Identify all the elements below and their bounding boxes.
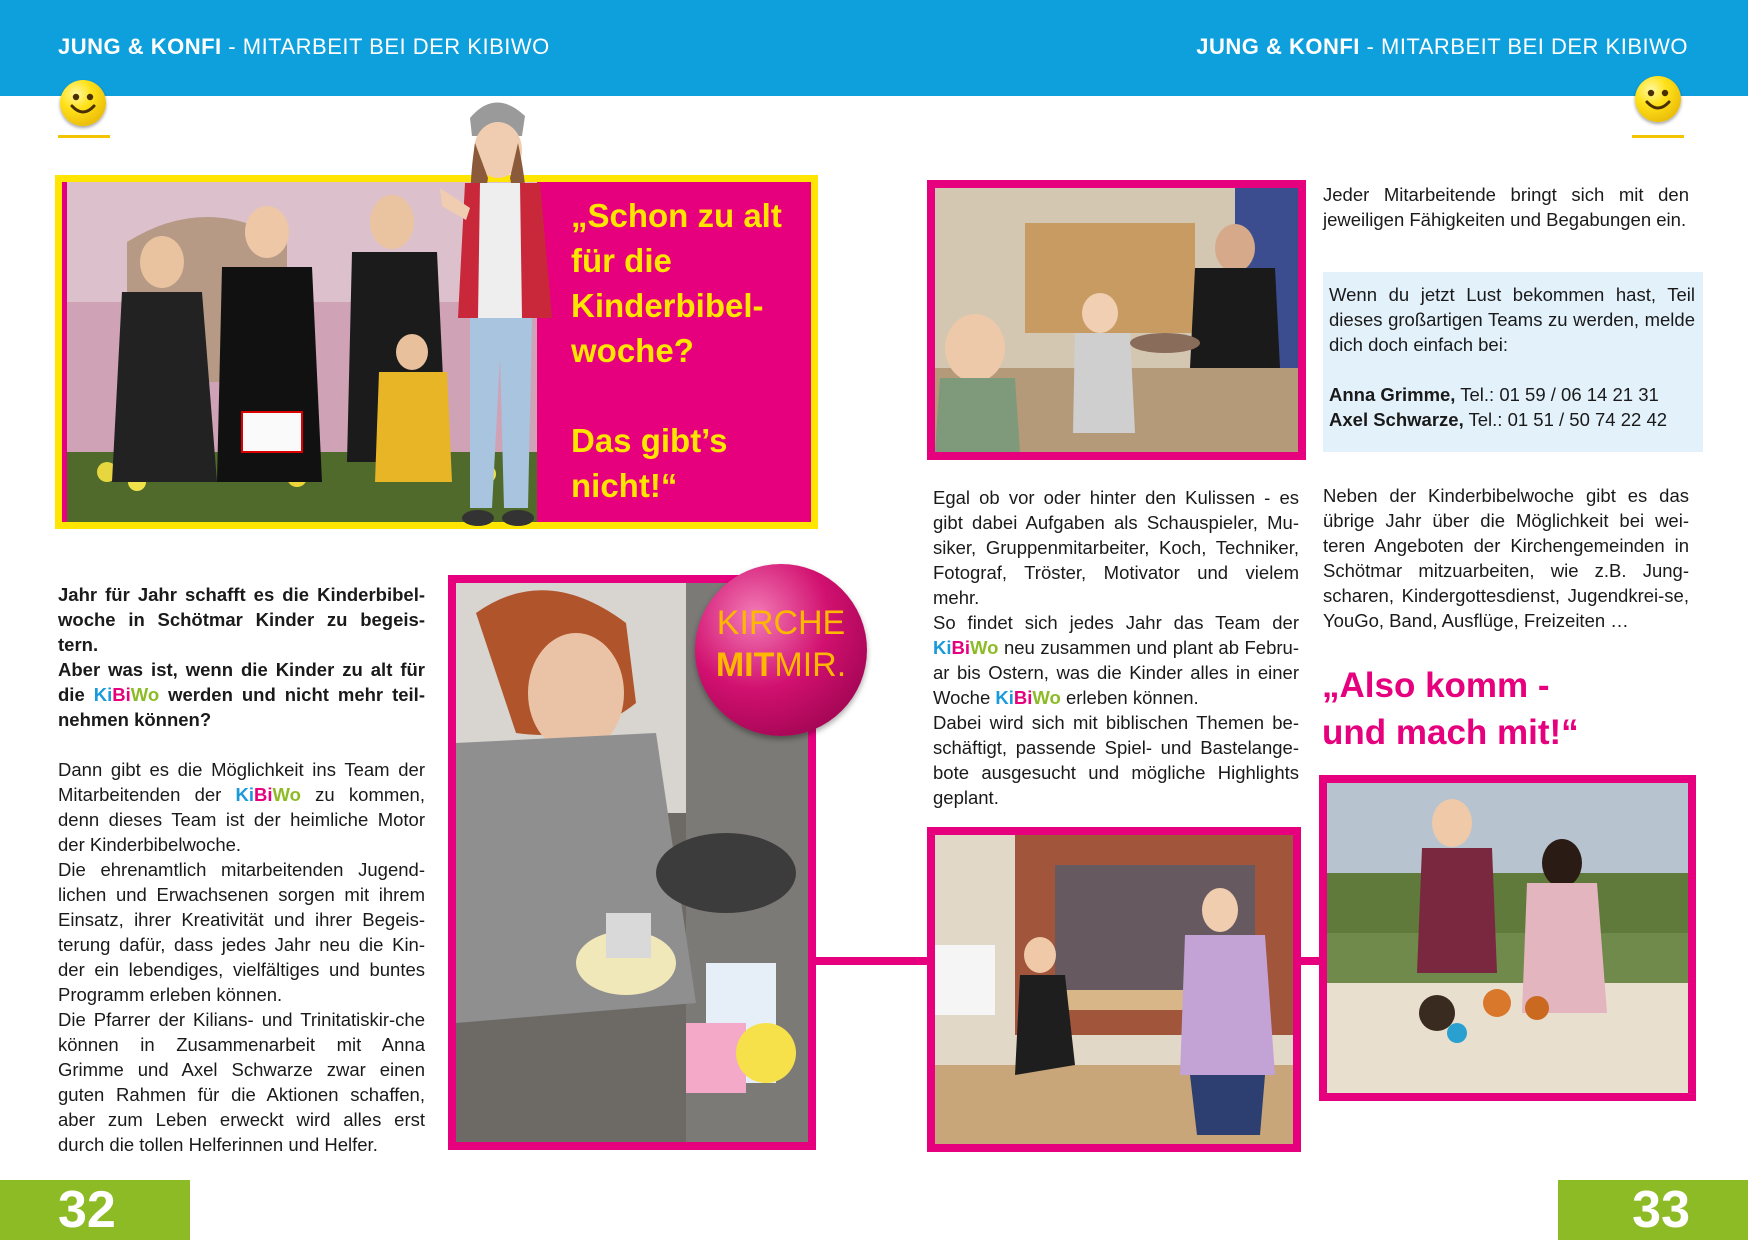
header-right-strong: JUNG & KONFI xyxy=(1196,34,1360,59)
kibiwo-wo: Wo xyxy=(1032,687,1061,708)
header-right xyxy=(1196,34,1688,60)
smiley-underline xyxy=(1632,135,1684,138)
smiley-icon xyxy=(1635,76,1681,122)
contact-box xyxy=(1323,272,1703,452)
paragraph: Dabei wird sich mit biblischen Themen be-schäftigt, passende Spiel- und Bastelange-bote ausgesucht und mögliche Highlights geplant. xyxy=(933,712,1299,808)
kibiwo-ki: Ki xyxy=(995,687,1014,708)
slogan-line: und mach mit!“ xyxy=(1322,713,1579,752)
kibiwo-bi: Bi xyxy=(112,684,131,705)
smiley-icon xyxy=(60,80,106,126)
kibiwo-wo: Wo xyxy=(272,784,301,805)
text-span: So findet sich jedes Jahr das Team der xyxy=(933,612,1299,633)
badge-line1: KIRCHE xyxy=(716,604,846,642)
paragraph xyxy=(58,757,425,857)
page-number-text: 32 xyxy=(58,1181,116,1239)
garden-photo xyxy=(1319,775,1696,1101)
text-span: zu kommen, denn dieses Team ist der heimliche Motor der Kinderbibelwoche. xyxy=(58,784,425,855)
contact-name: Anna Grimme, xyxy=(1329,384,1456,405)
contact-anna xyxy=(1329,382,1695,407)
quote-line: für die xyxy=(571,242,672,279)
quote-line: Kinderbibel- xyxy=(571,287,764,324)
paragraph xyxy=(933,610,1299,710)
paragraph: Die ehrenamtlich mitarbeitenden Jugend-lichen und Erwachsenen sorgen mit ihrem Einsatz, ihrer Kreativität und ihrer Begeis-terung dafür, dass jedes Jahr neu die Kin-der ein lebendiges, vielfältiges und buntes Programm erleben können. xyxy=(58,859,425,1005)
craft-photo xyxy=(927,827,1301,1152)
contact-intro: Wenn du jetzt Lust bekommen hast, Teil dieses großartigen Teams zu werden, melde dich doch einfach bei: xyxy=(1329,284,1695,355)
paragraph: Jeder Mitarbeitende bringt sich mit den jeweiligen Fähigkeiten und Begabungen ein. xyxy=(1323,184,1689,230)
quote-line: „Schon zu alt xyxy=(571,197,782,234)
badge-line2 xyxy=(695,646,867,685)
text-span: neu zusammen und plant ab Febru-ar bis Ostern, was die Kinder alles in einer Woche xyxy=(933,637,1299,708)
text-span: werden und nicht mehr teil-nehmen können? xyxy=(58,684,425,730)
slogan xyxy=(1322,662,1579,756)
header-left xyxy=(58,34,550,60)
intro-question xyxy=(58,657,425,732)
intro-paragraph: Jahr für Jahr schafft es die Kinderbibel-woche in Schötmar Kinder zu begeis-tern. xyxy=(58,584,425,655)
smiley-underline xyxy=(58,135,110,138)
page-number-right xyxy=(1558,1180,1748,1240)
contact-phone: Tel.: 01 59 / 06 14 21 31 xyxy=(1455,384,1659,405)
right-column-bottom xyxy=(1323,483,1689,633)
left-column xyxy=(58,582,425,1157)
contact-axel xyxy=(1329,407,1695,432)
quote-line: woche? xyxy=(571,332,694,369)
kirche-mitmir-badge xyxy=(695,564,867,736)
kibiwo-bi: Bi xyxy=(1013,687,1033,708)
classroom-photo xyxy=(927,180,1306,460)
kibiwo-bi: Bi xyxy=(254,784,273,805)
contact-phone: Tel.: 01 51 / 50 74 22 42 xyxy=(1463,409,1668,430)
text-span: Dann gibt es die Möglichkeit ins Team der Mitarbeitenden der xyxy=(58,759,425,805)
kibiwo-ki: Ki xyxy=(235,784,255,805)
hero-quote xyxy=(571,193,782,508)
kibiwo-ki: Ki xyxy=(93,684,113,705)
page-number-text: 33 xyxy=(1632,1181,1690,1239)
header-right-rest: - MITARBEIT BEI DER KIBIWO xyxy=(1359,34,1688,59)
text-span: Aber was ist, wenn die Kinder zu alt für die xyxy=(58,659,425,705)
middle-column xyxy=(933,485,1299,810)
right-column-top xyxy=(1323,182,1689,232)
kibiwo-bi: Bi xyxy=(951,637,970,658)
quote-line: Das gibt’s xyxy=(571,422,728,459)
text-span: erleben können. xyxy=(1060,687,1199,708)
header-left-rest: - MITARBEIT BEI DER KIBIWO xyxy=(221,34,550,59)
slogan-line: „Also komm - xyxy=(1322,666,1550,705)
paragraph: Die Pfarrer der Kilians- und Trinitatiskir-che können in Zusammenarbeit mit Anna Grimme und Axel Schwarze zwar einen guten Rahmen für die Aktionen schaffen, aber zum Leben erweckt wird alles erst durch die tollen Helferinnen und Helfer. xyxy=(58,1009,425,1155)
badge-rest: MIR. xyxy=(774,646,847,684)
kibiwo-wo: Wo xyxy=(130,684,160,705)
paragraph: Egal ob vor oder hinter den Kulissen - es gibt dabei Aufgaben als Schauspieler, Mu-siker, Gruppenmitarbeiter, Koch, Techniker, Fotograf, Tröster, Motivator und vielem mehr. xyxy=(933,487,1299,608)
contact-name: Axel Schwarze, xyxy=(1329,409,1464,430)
photo-connector xyxy=(816,957,927,965)
badge-bold: MIT xyxy=(715,646,775,684)
kibiwo-wo: Wo xyxy=(970,637,999,658)
kibiwo-ki: Ki xyxy=(933,637,952,658)
girl-cutout xyxy=(440,88,570,534)
page-number-left xyxy=(0,1180,190,1240)
paragraph: Neben der Kinderbibelwoche gibt es das übrige Jahr über die Möglichkeit bei wei-teren Angeboten der Kirchengemeinden in Schötmar mitzuarbeiten, wie z.B. Jung-scharen, Kindergottesdienst, Jugendkrei-se, YouGo, Band, Ausflüge, Freizeiten … xyxy=(1323,485,1689,631)
quote-line: nicht!“ xyxy=(571,467,678,504)
header-left-strong: JUNG & KONFI xyxy=(58,34,222,59)
